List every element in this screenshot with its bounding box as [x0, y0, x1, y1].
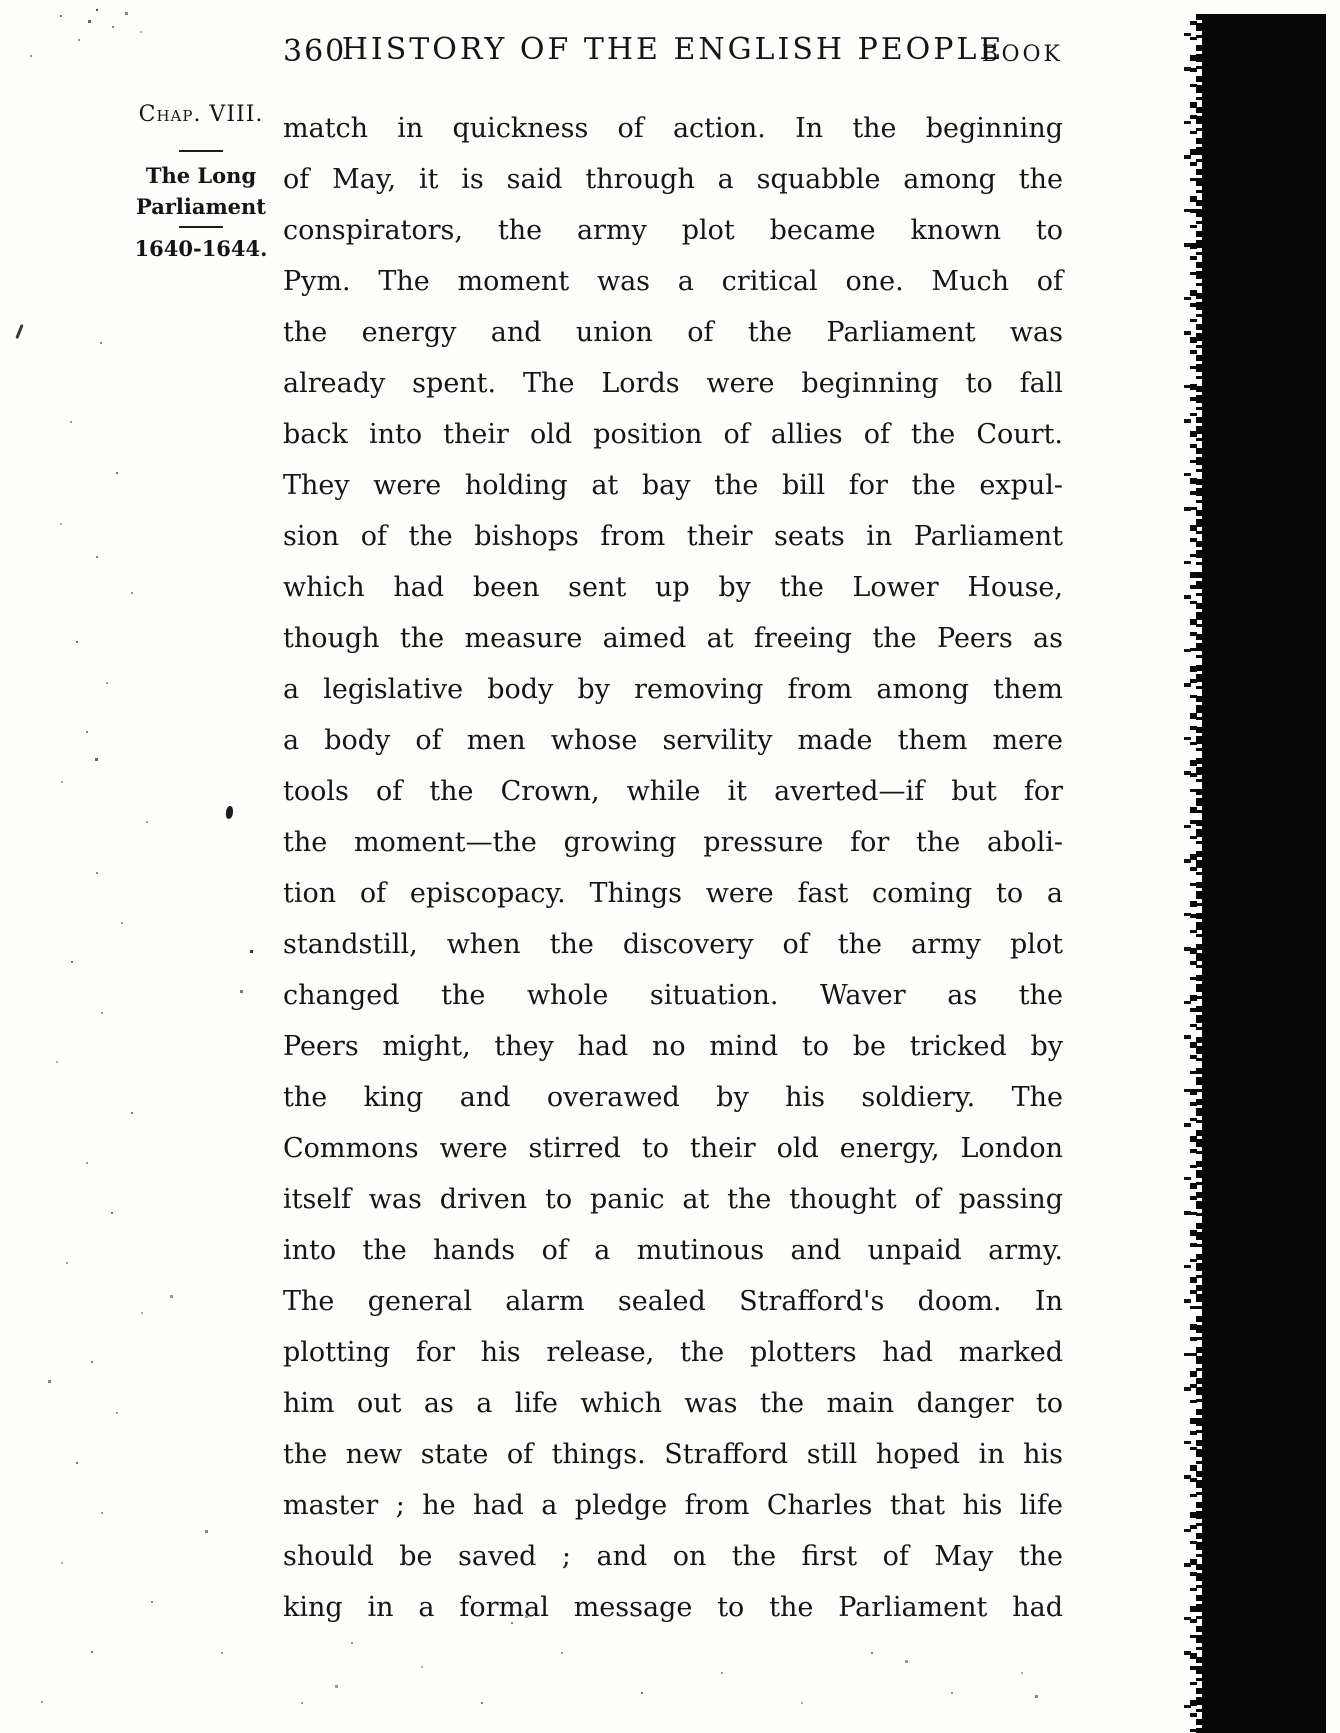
running-head — [0, 0, 1340, 90]
body-line: Commons were stirred to their old energy, London — [283, 1133, 1063, 1164]
body-line: of May, it is said through a squabble among the — [283, 164, 1063, 195]
body-line: king in a formal message to the Parliament had — [283, 1592, 1063, 1623]
side-note: The Long Parliament — [136, 163, 267, 219]
body-line: match in quickness of action. In the beginning — [283, 113, 1063, 144]
body-line: master ; he had a pledge from Charles that his life — [283, 1490, 1063, 1521]
body-line: should be saved ; and on the first of May the — [283, 1541, 1063, 1572]
body-line: which had been sent up by the Lower House, — [283, 572, 1063, 603]
body-line: the energy and union of the Parliament was — [283, 317, 1063, 348]
body-line: back into their old position of allies of the Court. — [283, 419, 1063, 450]
page-number: 360 — [283, 34, 347, 69]
body-line: the new state of things. Strafford still hoped in his — [283, 1439, 1063, 1470]
body-line: The general alarm sealed Strafford's doom. In — [283, 1286, 1063, 1317]
body-line: the moment—the growing pressure for the aboli- — [283, 827, 1063, 858]
ink-blot — [225, 806, 234, 820]
body-line: though the measure aimed at freeing the Peers as — [283, 623, 1063, 654]
chapter-heading: Chap. VIII. — [138, 102, 264, 127]
book-label: BOOK — [981, 42, 1063, 67]
body-line: sion of the bishops from their seats in Parliament — [283, 521, 1063, 552]
body-line: tion of episcopacy. Things were fast coming to a — [283, 878, 1063, 909]
body-line: Pym. The moment was a critical one. Much of — [283, 266, 1063, 297]
body-line: a body of men whose servility made them mere — [283, 725, 1063, 756]
gutter-ragged-edge — [1190, 14, 1197, 1733]
date-range: 1640-1644. — [134, 236, 268, 261]
body-line: already spent. The Lords were beginning to fall — [283, 368, 1063, 399]
body-line: changed the whole situation. Waver as the — [283, 980, 1063, 1011]
body-line: Peers might, they had no mind to be tricked by — [283, 1031, 1063, 1062]
scan-gutter-shadow — [1202, 14, 1326, 1733]
edge-mark — [15, 324, 23, 339]
body-line: the king and overawed by his soldiery. The — [283, 1082, 1063, 1113]
body-line: They were holding at bay the bill for the expul- — [283, 470, 1063, 501]
body-line: him out as a life which was the main danger to — [283, 1388, 1063, 1419]
body-line: itself was driven to panic at the thought of passing — [283, 1184, 1063, 1215]
body-text — [283, 103, 1063, 1633]
scan-noise — [0, 0, 3, 3]
body-line: a legislative body by removing from among them — [283, 674, 1063, 705]
margin-rule — [179, 226, 223, 228]
gutter-ragged-edge — [1196, 14, 1203, 1733]
body-line: standstill, when the discovery of the army plot — [283, 929, 1063, 960]
body-line: plotting for his release, the plotters had marked — [283, 1337, 1063, 1368]
body-line: into the hands of a mutinous and unpaid army. — [283, 1235, 1063, 1266]
body-line: tools of the Crown, while it averted—if but for — [283, 776, 1063, 807]
body-line: conspirators, the army plot became known to — [283, 215, 1063, 246]
gutter-ragged-edge — [1184, 14, 1191, 1733]
running-title: HISTORY OF THE ENGLISH PEOPLE — [341, 32, 1005, 67]
margin-rule — [179, 150, 223, 152]
